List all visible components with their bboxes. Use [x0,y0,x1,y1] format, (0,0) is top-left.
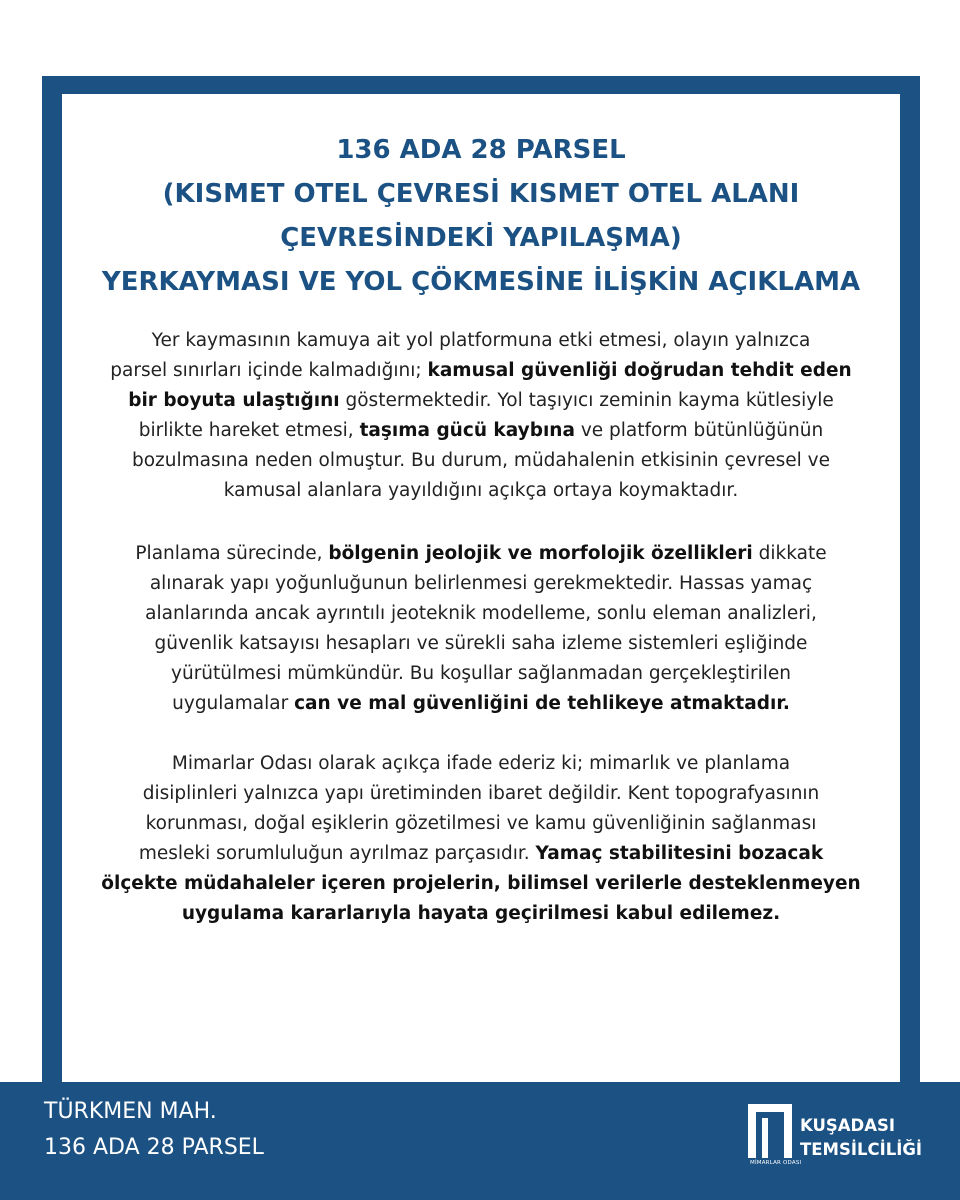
address-line-2: 136 ADA 28 PARSEL [44,1135,264,1160]
bold-phrase: can ve mal güvenliğini de tehlikeye atmaktadır. [294,693,790,714]
paragraph-2-line: güvenlik katsayısı hesapları ve sürekli saha izleme sistemleri eşliğinde [154,633,808,654]
paragraph-1-line: parsel sınırları içinde kalmadığını; kamusal güvenliği doğrudan tehdit eden [110,360,852,381]
paragraph-3-line: Mimarlar Odası olarak açıkça ifade ederiz ki; mimarlık ve planlama [171,753,791,774]
paragraph-2-line: Planlama sürecinde, bölgenin jeolojik ve morfolojik özellikleri dikkate [135,543,827,564]
paragraph-1-line: Yer kaymasının kamuya ait yol platformuna etki etmesi, olayın yalnızca [151,330,811,351]
paragraph-3 [70,749,892,929]
paragraph-1-line: bozulmasına neden olmuştur. Bu durum, müdahalenin etkisinin çevresel ve [132,450,830,471]
title-line-1: 136 ADA 28 PARSEL [336,135,626,165]
paragraph-2 [70,539,892,719]
logo-line-2: TEMSİLCİLİĞİ [800,1140,923,1159]
logo-org-name: MİMARLAR ODASI [750,1160,802,1166]
paragraph-2-line: uygulamalar can ve mal güvenliğini de tehlikeye atmaktadır. [172,693,790,714]
bold-phrase: ölçekte müdahaleler içeren projelerin, bilimsel verilerle desteklenmeyen [101,873,861,894]
paragraph-1-line: kamusal alanlara yayıldığını açıkça ortaya koymaktadır. [223,480,739,501]
title-line-2: (KISMET OTEL ÇEVRESİ KISMET OTEL ALANI [162,179,800,209]
logo-line-1: KUŞADASI [800,1116,896,1135]
paragraph-3-line [70,899,892,929]
bold-phrase: Yamaç stabilitesini bozacak [535,843,824,864]
footer-address [44,1094,264,1166]
paragraph-1 [70,326,892,506]
paragraph-2-line: alınarak yapı yoğunluğunun belirlenmesi gerekmektedir. Hassas yamaç [149,573,813,594]
paragraph-2-line: yürütülmesi mümkündür. Bu koşullar sağlanmadan gerçekleştirilen [171,663,791,684]
paragraph-1-line: birlikte hareket etmesi, taşıma gücü kaybına ve platform bütünlüğünün [138,420,824,441]
bold-phrase: kamusal güvenliği doğrudan tehdit eden [427,360,852,381]
mimarlar-odasi-logo-icon [748,1104,792,1168]
paragraph-3-line: korunması, doğal eşiklerin gözetilmesi ve kamu güvenliğinin sağlanması [145,813,817,834]
paragraph-3-line: mesleki sorumluluğun ayrılmaz parçasıdır. Yamaç stabilitesini bozacak [138,843,824,864]
bold-phrase: uygulama kararlarıyla hayata geçirilmesi kabul edilemez. [181,903,781,924]
paragraph-2-line: alanlarında ancak ayrıntılı jeoteknik modelleme, sonlu eleman analizleri, [145,603,817,624]
paragraph-1-line: bir boyuta ulaştığını göstermektedir. Yol taşıyıcı zeminin kayma kütlesiyle [128,390,834,411]
bold-phrase: taşıma gücü kaybına [359,420,575,441]
paragraph-3-line [70,869,892,899]
bold-phrase: bir boyuta ulaştığını [128,390,340,411]
page-title [62,128,900,304]
title-line-3: ÇEVRESİNDEKİ YAPILAŞMA) [280,223,682,253]
paragraph-3-line: disiplinleri yalnızca yapı üretiminden ibaret değildir. Kent topografyasının [142,783,820,804]
bold-phrase: bölgenin jeolojik ve morfolojik özellikleri [328,543,753,564]
title-line-4: YERKAYMASI VE YOL ÇÖKMESİNE İLİŞKİN AÇIKLAMA [101,267,861,297]
logo-text [800,1114,922,1162]
address-line-1: TÜRKMEN MAH. [44,1099,217,1124]
